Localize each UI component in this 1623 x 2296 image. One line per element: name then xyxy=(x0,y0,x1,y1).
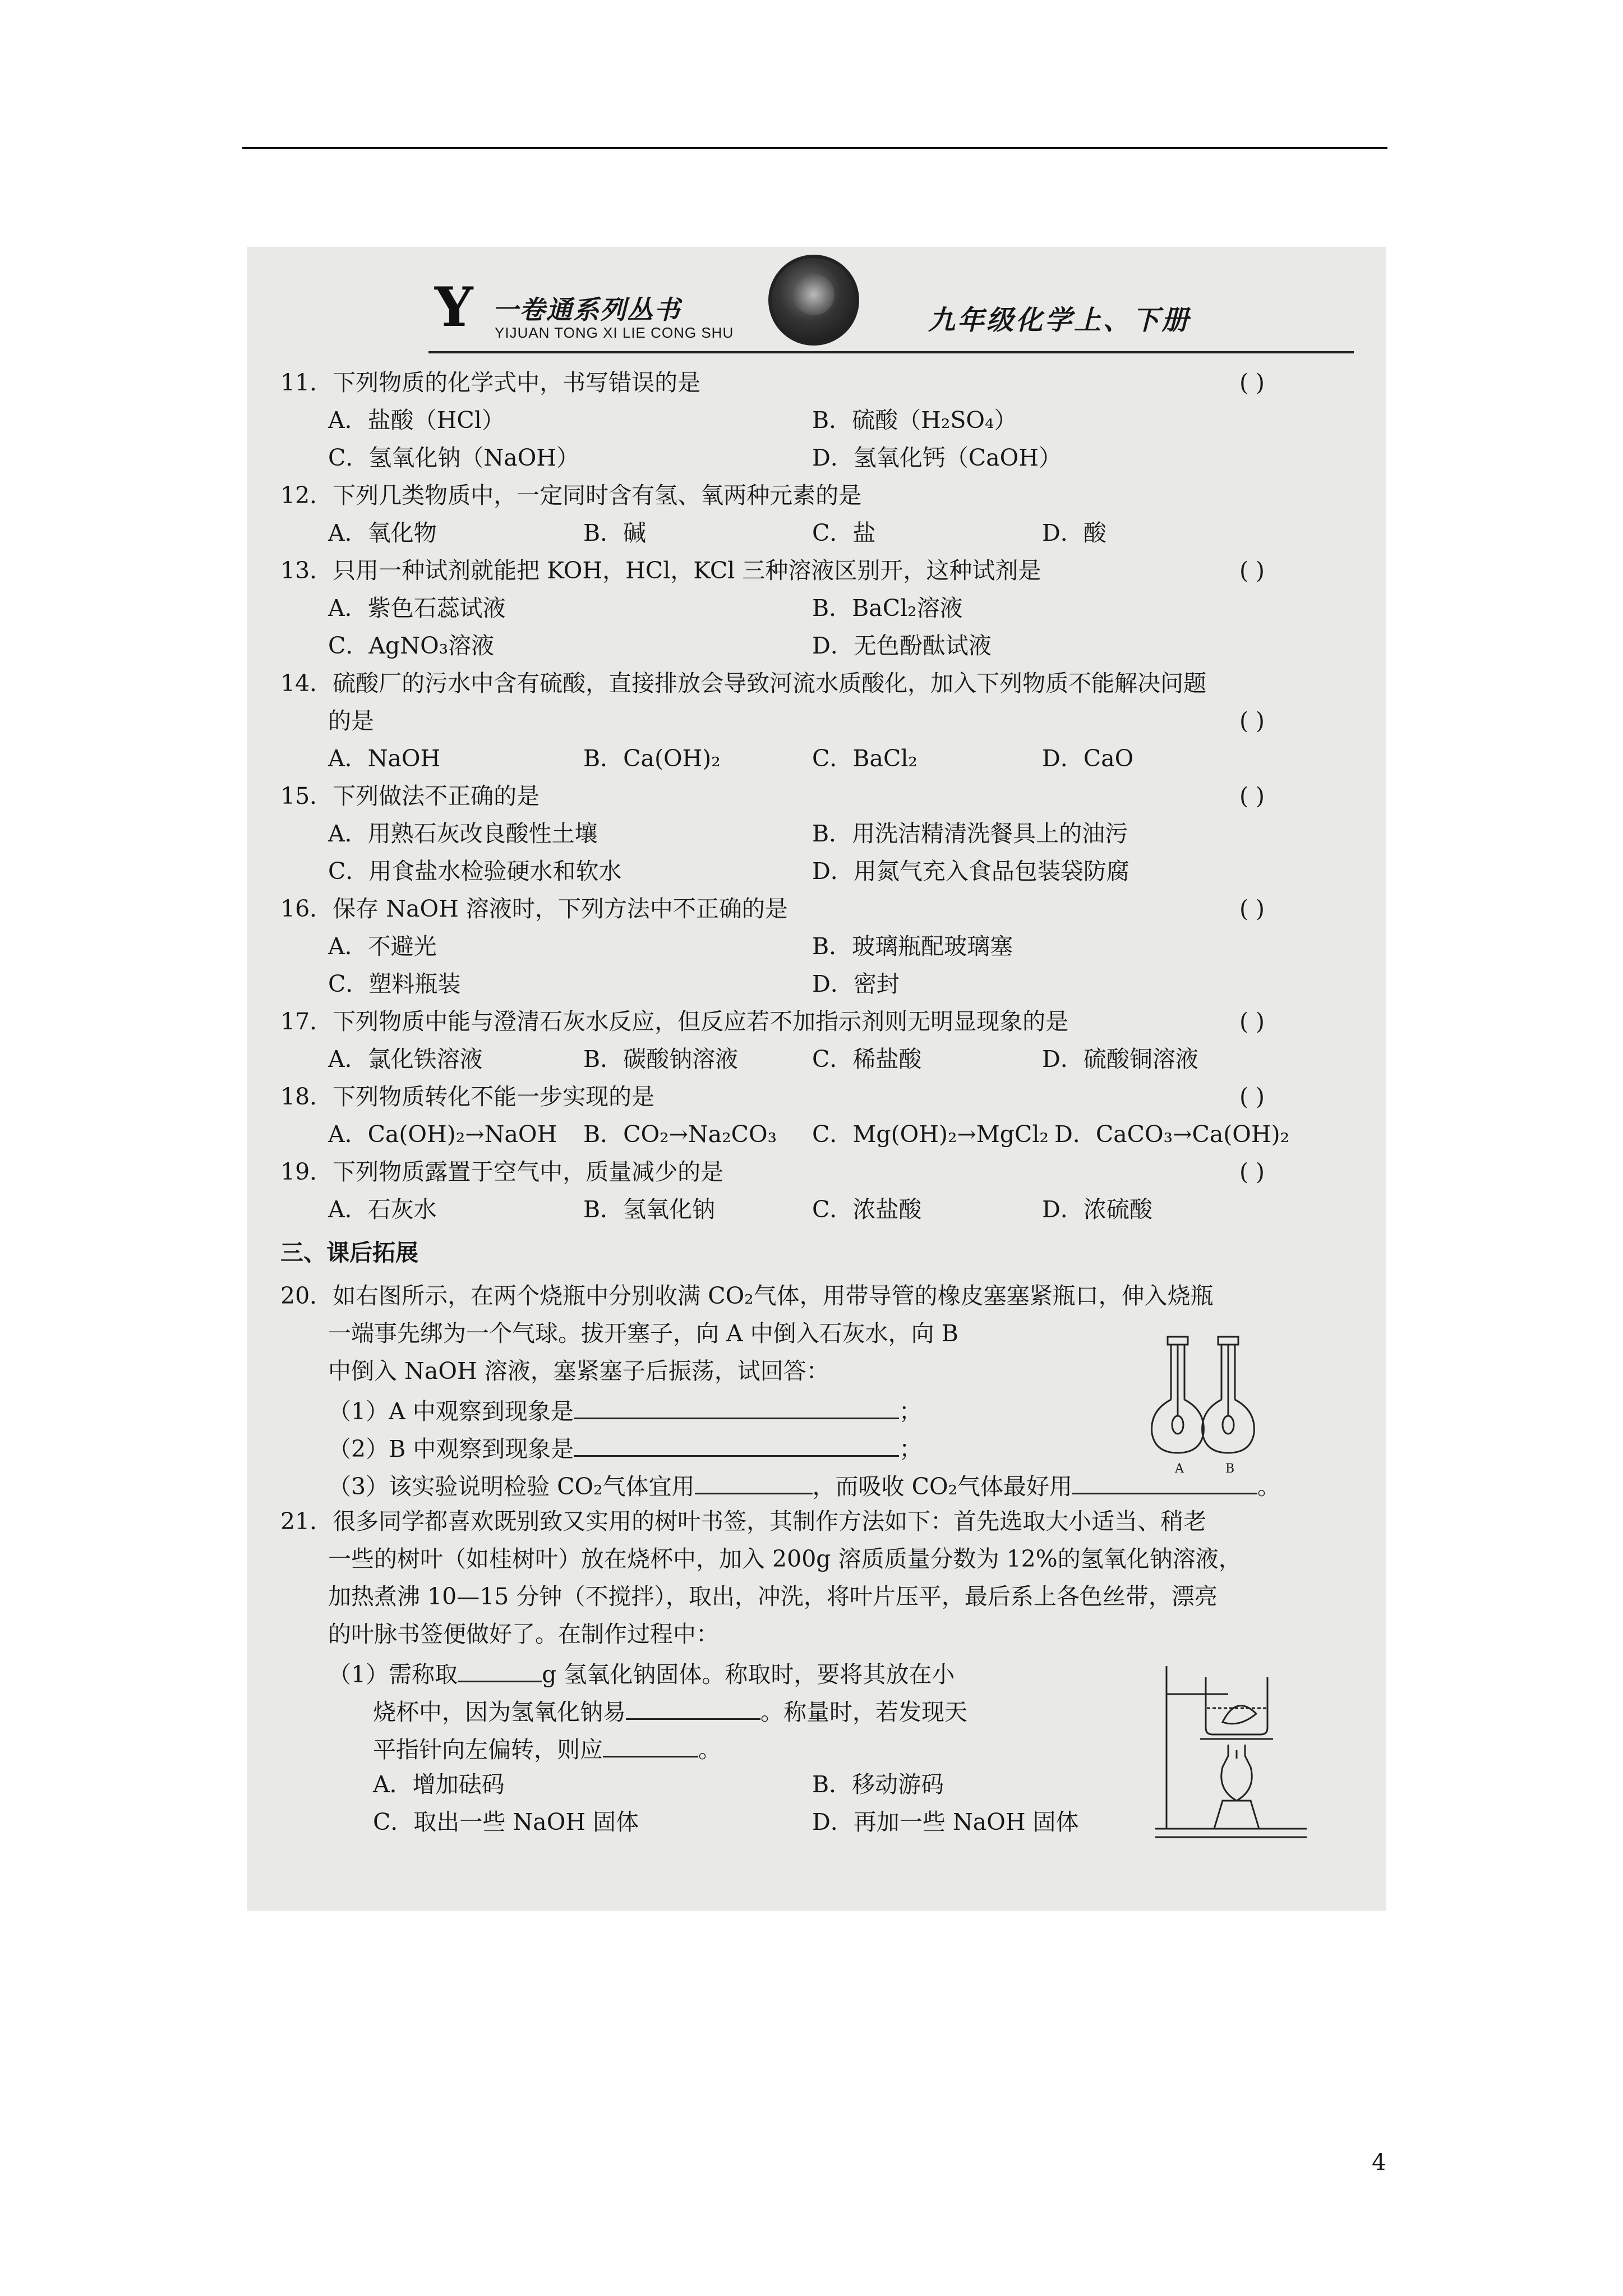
flask-b-label: B xyxy=(1225,1462,1235,1476)
answer-paren-16[interactable]: ( ) xyxy=(1239,895,1265,922)
answer-paren-18[interactable]: ( ) xyxy=(1239,1083,1265,1110)
q12-option-a: A．氧化物 xyxy=(328,519,437,546)
top-rule xyxy=(242,147,1387,149)
q16-option-b: B．玻璃瓶配玻璃塞 xyxy=(812,933,1013,960)
q14-option-d: D．CaO xyxy=(1042,745,1134,772)
q13-option-b: B．BaCl₂溶液 xyxy=(812,595,963,622)
question-21-part-1-cont: 烧杯中，因为氢氧化钠易 。称量时，若发现天 xyxy=(373,1699,967,1726)
series-pinyin: YIJUAN TONG XI LIE CONG SHU xyxy=(495,324,734,341)
question-18-stem: 18．下列物质转化不能一步实现的是 xyxy=(280,1083,655,1110)
question-12-stem: 12．下列几类物质中，一定同时含有氢、氧两种元素的是 xyxy=(280,482,862,509)
q16-option-a: A．不避光 xyxy=(328,933,437,960)
question-16-stem: 16．保存 NaOH 溶液时，下列方法中不正确的是 xyxy=(280,895,788,922)
question-20-line-3: 中倒入 NaOH 溶液，塞紧塞子后振荡，试回答： xyxy=(328,1358,829,1384)
q15-option-a: A．用熟石灰改良酸性土壤 xyxy=(328,820,598,847)
question-20-part-3: （3）该实验说明检验 CO₂气体宜用 ，而吸收 CO₂气体最好用 。 xyxy=(328,1473,1280,1500)
question-20-part-2: （2）B 中观察到现象是 ； xyxy=(328,1435,923,1462)
q12-option-b: B．碱 xyxy=(583,519,647,546)
page-number: 4 xyxy=(1372,2150,1386,2175)
banner-rule xyxy=(428,351,1354,353)
q17-option-d: D．硫酸铜溶液 xyxy=(1042,1046,1198,1073)
question-14-stem: 14．硫酸厂的污水中含有硫酸，直接排放会导致河流水质酸化，加入下列物质不能解决问题 xyxy=(280,670,1207,697)
q17-option-a: A．氯化铁溶液 xyxy=(328,1046,483,1073)
flask-a-label: A xyxy=(1175,1462,1184,1476)
series-title: 一卷通系列丛书 xyxy=(492,295,681,325)
answer-blank[interactable] xyxy=(695,1473,813,1494)
answer-blank[interactable] xyxy=(574,1397,899,1419)
answer-paren-13[interactable]: ( ) xyxy=(1239,557,1265,584)
question-20-part-1: （1）A 中观察到现象是 ； xyxy=(328,1398,922,1425)
q18-option-d: D．CaCO₃→Ca(OH)₂ xyxy=(1054,1121,1290,1148)
answer-paren-19[interactable]: ( ) xyxy=(1239,1158,1265,1185)
q21-option-b: B．移动游码 xyxy=(812,1771,944,1798)
question-21-line-3: 加热煮沸 10—15 分钟（不搅拌），取出，冲洗，将叶片压平，最后系上各色丝带，漂亮 xyxy=(328,1583,1218,1610)
scanned-page xyxy=(247,247,1386,1911)
q15-option-c: C．用食盐水检验硬水和软水 xyxy=(328,858,622,885)
grade-title: 九年级化学上、下册 xyxy=(928,305,1191,336)
q19-option-c: C．浓盐酸 xyxy=(812,1196,922,1223)
heating-apparatus-figure xyxy=(1144,1660,1318,1846)
q11-option-a: A．盐酸（HCl） xyxy=(328,407,505,434)
question-13-stem: 13．只用一种试剂就能把 KOH，HCl，KCl 三种溶液区别开，这种试剂是 xyxy=(280,557,1041,584)
q18-option-b: B．CO₂→Na₂CO₃ xyxy=(583,1121,777,1148)
question-14-stem-cont: 的是 xyxy=(328,707,374,734)
q12-option-c: C．盐 xyxy=(812,519,876,546)
question-20-line-2: 一端事先绑为一个气球。拔开塞子，向 A 中倒入石灰水，向 B xyxy=(328,1320,958,1347)
flask-balloon-figure xyxy=(1144,1332,1262,1461)
question-19-stem: 19．下列物质露置于空气中，质量减少的是 xyxy=(280,1158,724,1185)
answer-paren-14[interactable]: ( ) xyxy=(1239,707,1265,734)
q13-option-a: A．紫色石蕊试液 xyxy=(328,595,506,622)
q18-option-c: C．Mg(OH)₂→MgCl₂ xyxy=(812,1121,1049,1148)
q14-option-c: C．BaCl₂ xyxy=(812,745,917,772)
q15-option-d: D．用氮气充入食品包装袋防腐 xyxy=(812,858,1129,885)
q14-option-b: B．Ca(OH)₂ xyxy=(583,745,721,772)
answer-blank[interactable] xyxy=(626,1698,760,1720)
q16-option-c: C．塑料瓶装 xyxy=(328,970,461,997)
q13-option-c: C．AgNO₃溶液 xyxy=(328,632,495,659)
answer-paren-15[interactable]: ( ) xyxy=(1239,783,1265,809)
q19-option-d: D．浓硫酸 xyxy=(1042,1196,1152,1223)
answer-blank[interactable] xyxy=(574,1435,899,1457)
q12-option-d: D．酸 xyxy=(1042,519,1106,546)
q19-option-a: A．石灰水 xyxy=(328,1196,437,1223)
q15-option-b: B．用洗洁精清洗餐具上的油污 xyxy=(812,820,1128,847)
q21-option-d: D．再加一些 NaOH 固体 xyxy=(812,1809,1079,1835)
q11-option-c: C．氢氧化钠（NaOH） xyxy=(328,444,580,471)
series-emblem-icon xyxy=(768,255,859,346)
q16-option-d: D．密封 xyxy=(812,970,900,997)
q11-option-b: B．硫酸（H₂SO₄） xyxy=(812,407,1017,434)
question-21-line-4: 的叶脉书签便做好了。在制作过程中： xyxy=(328,1621,719,1648)
series-banner xyxy=(247,247,1386,351)
q14-option-a: A．NaOH xyxy=(328,745,441,772)
q13-option-d: D．无色酚酞试液 xyxy=(812,632,992,659)
question-17-stem: 17．下列物质中能与澄清石灰水反应，但反应若不加指示剂则无明显现象的是 xyxy=(280,1008,1069,1035)
q19-option-b: B．氢氧化钠 xyxy=(583,1196,716,1223)
series-logo-letter: Y xyxy=(435,275,473,339)
q18-option-a: A．Ca(OH)₂→NaOH xyxy=(328,1121,557,1148)
q17-option-c: C．稀盐酸 xyxy=(812,1046,922,1073)
question-20-line-1: 20．如右图所示，在两个烧瓶中分别收满 CO₂气体，用带导管的橡皮塞塞紧瓶口，伸入烧瓶 xyxy=(280,1282,1214,1309)
q21-option-c: C．取出一些 NaOH 固体 xyxy=(373,1809,639,1835)
question-21-part-1: （1）需称取 g 氢氧化钠固体。称取时，要将其放在小 xyxy=(328,1661,955,1688)
q21-option-a: A．增加砝码 xyxy=(373,1771,505,1798)
answer-blank[interactable] xyxy=(603,1736,698,1757)
answer-paren-11[interactable]: ( ) xyxy=(1239,369,1265,396)
question-11-stem: 11．下列物质的化学式中，书写错误的是 xyxy=(280,369,701,396)
question-21-part-1-cont-2: 平指针向左偏转，则应 。 xyxy=(373,1736,721,1763)
q11-option-d: D．氢氧化钙（CaOH） xyxy=(812,444,1062,471)
q17-option-b: B．碳酸钠溶液 xyxy=(583,1046,739,1073)
answer-paren-17[interactable]: ( ) xyxy=(1239,1008,1265,1035)
answer-blank[interactable] xyxy=(458,1660,542,1682)
question-21-line-2: 一些的树叶（如桂树叶）放在烧杯中，加入 200g 溶质质量分数为 12%的氢氧化钠溶液， xyxy=(328,1545,1242,1572)
section-heading: 三、课后拓展 xyxy=(280,1239,418,1266)
question-21-line-1: 21．很多同学都喜欢既别致又实用的树叶书签，其制作方法如下：首先选取大小适当、稍老 xyxy=(280,1508,1207,1535)
question-15-stem: 15．下列做法不正确的是 xyxy=(280,783,540,809)
